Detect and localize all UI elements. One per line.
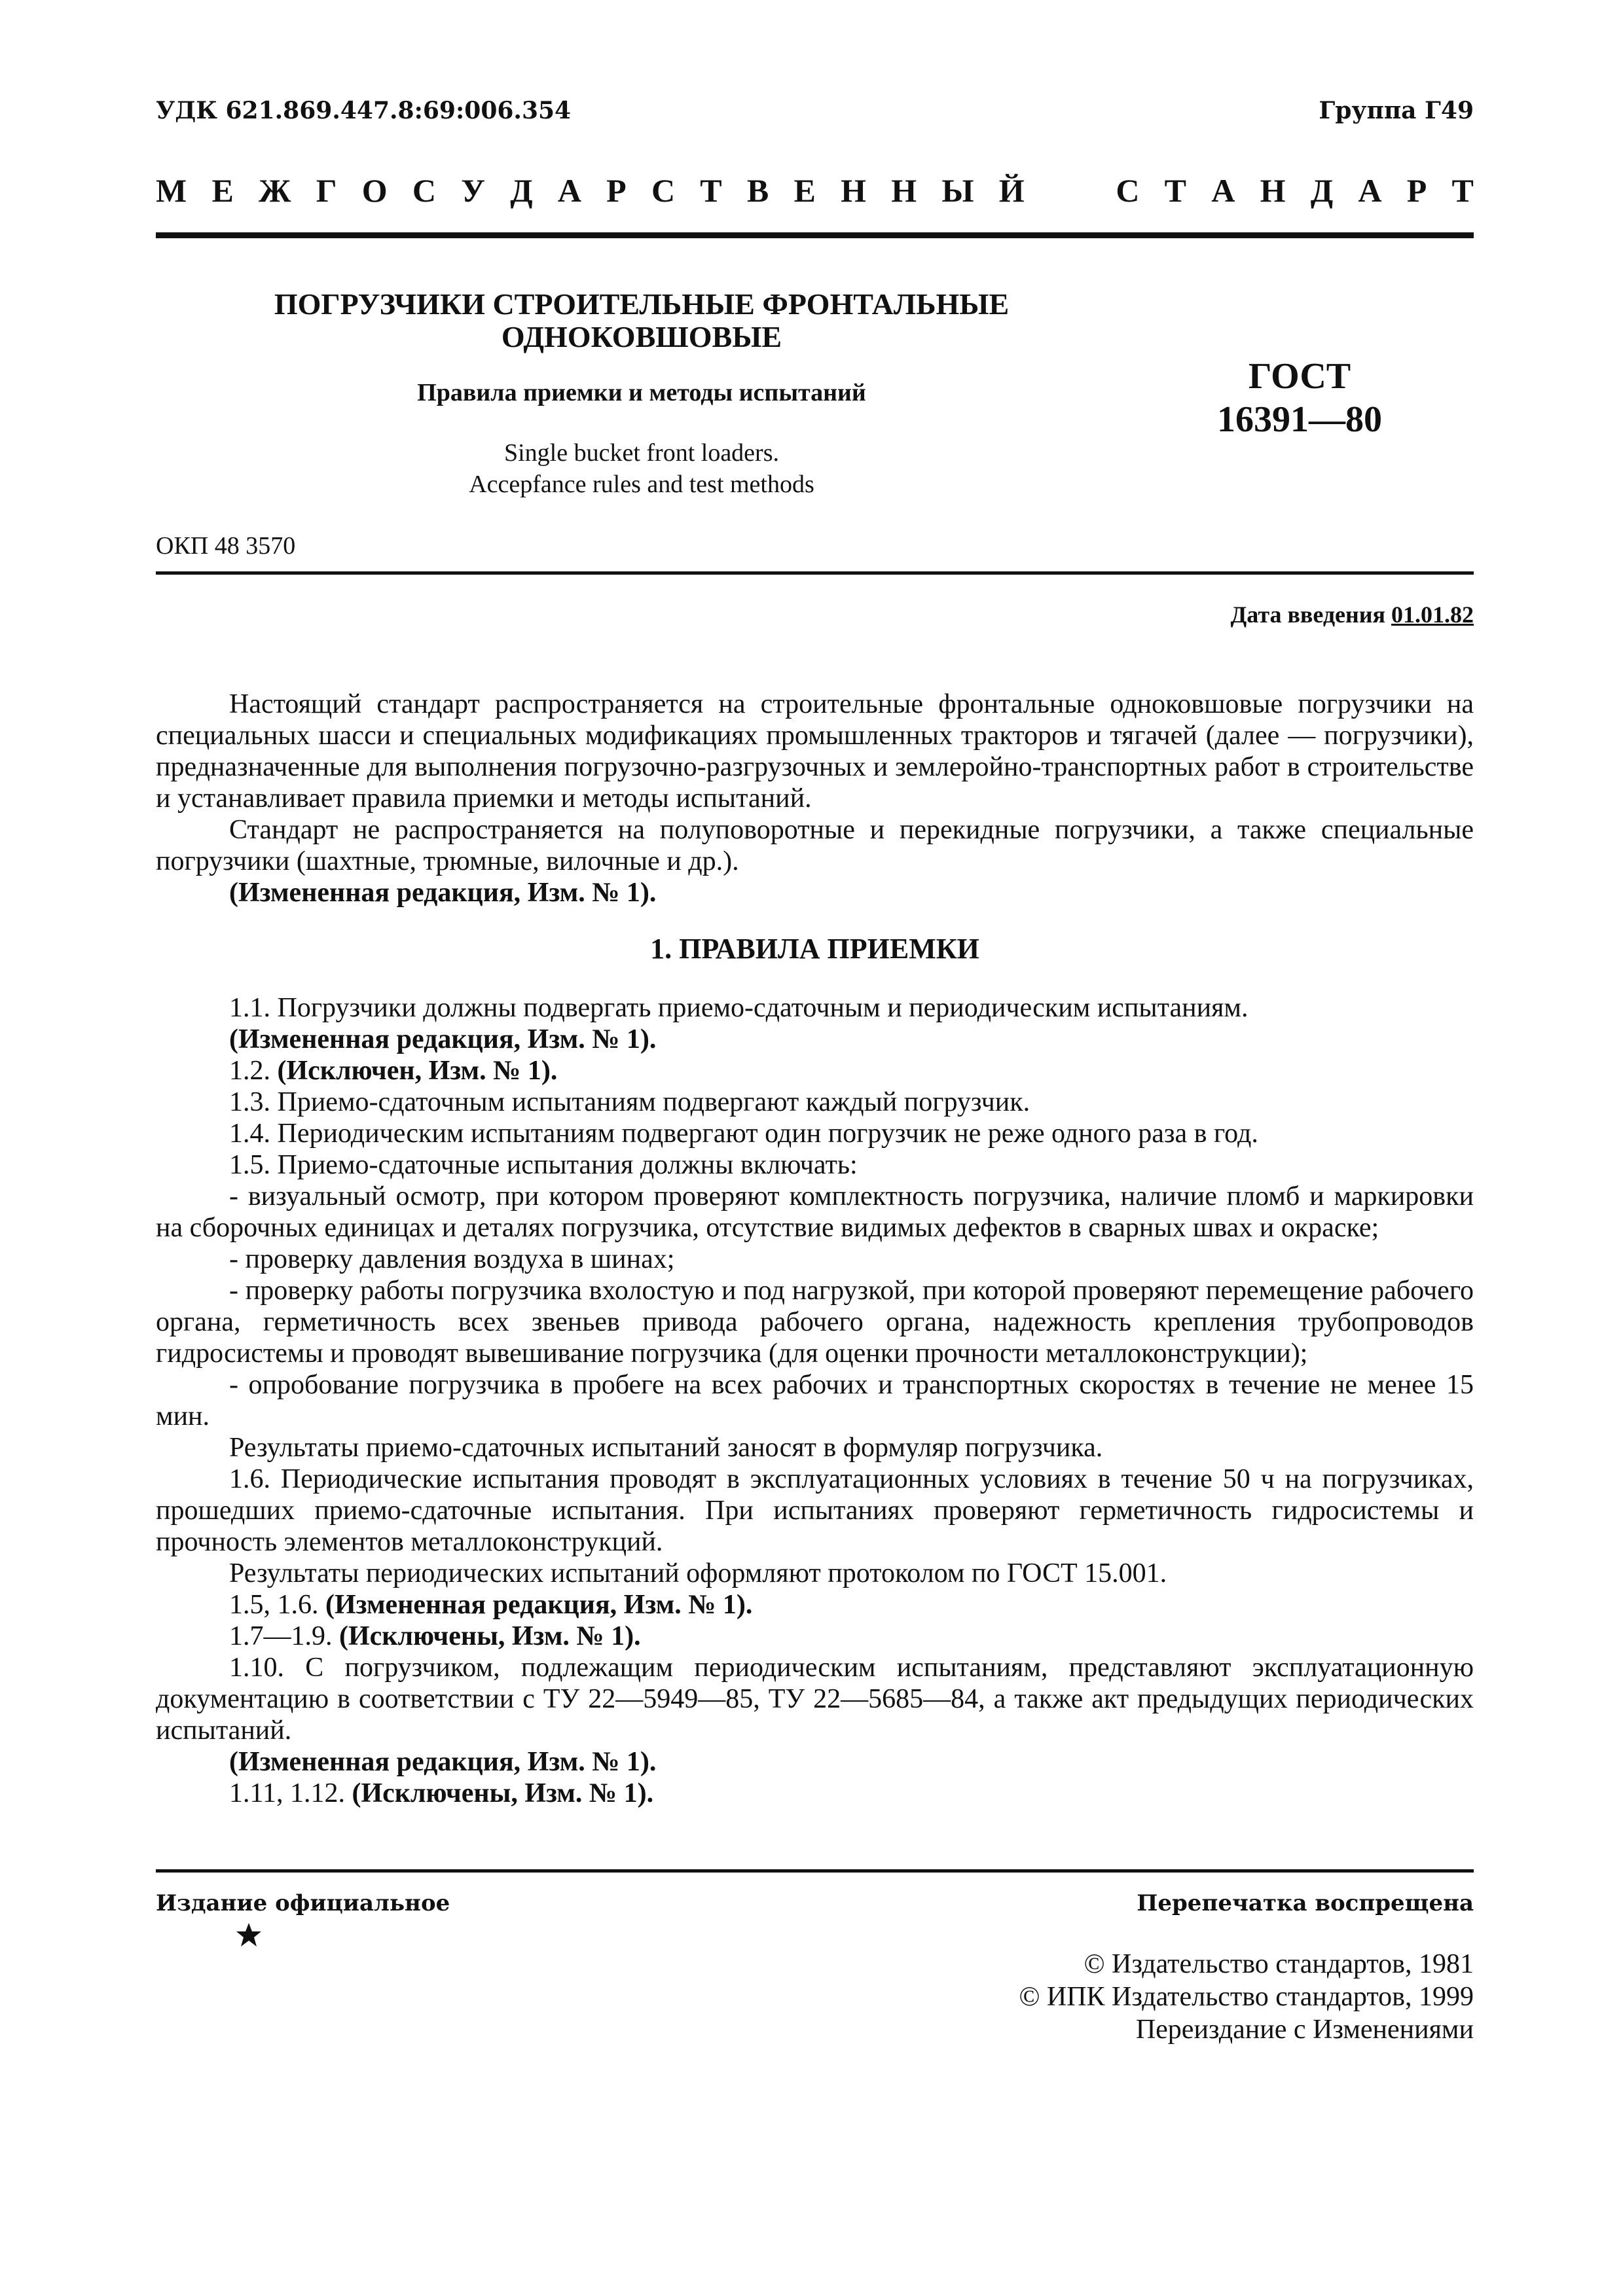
- clause-1-3: 1.3. Приемо-сдаточным испытаниям подвергают каждый погрузчик.: [229, 1087, 1030, 1117]
- interstate-letter: Т: [700, 172, 722, 209]
- interstate-letter: С: [1116, 172, 1140, 209]
- okp-rule: [156, 571, 1474, 575]
- intro-paragraph-2: Стандарт не распространяется на полуповоротные и перекидные погрузчики, а также специальные погрузчики (шахтные, трюмные, вилочные и др.).: [156, 815, 1474, 876]
- clause-1-7-1-9: [156, 1621, 1474, 1652]
- interstate-letter: Ы: [941, 172, 974, 209]
- interstate-letter: Д: [510, 172, 533, 209]
- interstate-letter: А: [557, 172, 581, 209]
- document-title: [203, 288, 1080, 353]
- interstate-standard-heading: [156, 171, 1474, 209]
- reissue-note: Переиздание с Изменениями: [1135, 2015, 1474, 2045]
- clause-1-1-amendment: (Измененная редакция, Изм. № 1).: [229, 1024, 657, 1054]
- clause-1-7-1-9-number: 1.7—1.9.: [229, 1621, 333, 1651]
- interstate-letter: В: [746, 172, 769, 209]
- clause-1-5-result: Результаты приемо-сдаточных испытаний заносят в формуляр погрузчика.: [229, 1433, 1103, 1463]
- interstate-letter: Р: [1406, 172, 1427, 209]
- intro-paragraph-1: Настоящий стандарт распространяется на строительные фронтальные одноковшовые погрузчики на специальных шасси и специальных модификациях промышленных тракторов и тягачей (далее — погрузчики), предназначенные для выполнения погрузочно-разгрузочных и землеройно-транспортных работ в строительстве и устанавливает правила приемки и методы испытаний.: [156, 689, 1474, 814]
- clause-1-11-1-12-text: (Исключены, Изм. № 1).: [352, 1778, 654, 1808]
- header-rule: [156, 232, 1474, 238]
- clause-1-5-1-6-amendment: [156, 1589, 1474, 1621]
- section-1-heading: 1. ПРАВИЛА ПРИЕМКИ: [650, 933, 979, 965]
- interstate-letter: А: [1358, 172, 1382, 209]
- interstate-letter: Д: [1310, 172, 1334, 209]
- reprint-prohibited-label: Перепечатка воспрещена: [1137, 1890, 1474, 1916]
- clause-1-6: 1.6. Периодические испытания проводят в эксплуатационных условиях в течение 50 ч на погрузчиках, прошедших приемо-сдаточные испытания. При испытаниях проверяют герметичность гидросистемы и прочность элементов металлоконструкций.: [156, 1464, 1474, 1557]
- clause-1-11-1-12-number: 1.11, 1.12.: [229, 1778, 345, 1808]
- title-line-2: ОДНОКОВШОВЫЕ: [501, 320, 782, 353]
- interstate-letter: А: [1211, 172, 1235, 209]
- clause-1-2: [156, 1055, 1474, 1086]
- interstate-letter: Н: [1260, 172, 1286, 209]
- udk-code: УДК 621.869.447.8:69:006.354: [156, 97, 572, 124]
- clause-1-5-item-1: - визуальный осмотр, при котором проверяют комплектность погрузчика, наличие пломб и маркировки на сборочных единицах и деталях погрузчика, отсутствие видимых дефектов в сварных швах и окраске;: [156, 1181, 1474, 1243]
- copyright-block: [1019, 1948, 1474, 2046]
- interstate-letter: Е: [211, 172, 234, 209]
- interstate-letter: О: [361, 172, 388, 209]
- interstate-letter: С: [412, 172, 437, 209]
- interstate-letter: Н: [891, 172, 917, 209]
- interstate-letter: Т: [1451, 172, 1474, 209]
- document-subtitle: Правила приемки и методы испытаний: [417, 379, 866, 406]
- copyright-line-1: © Издательство стандартов, 1981: [1084, 1949, 1474, 1979]
- effective-date: [1231, 601, 1474, 628]
- interstate-letter: У: [461, 172, 485, 209]
- intro-amendment: (Измененная редакция, Изм. № 1).: [229, 878, 657, 908]
- clause-1-5: 1.5. Приемо-сдаточные испытания должны включать:: [229, 1150, 858, 1180]
- gost-number: 16391—80: [1217, 399, 1382, 440]
- clause-1-5-item-2: - проверку давления воздуха в шинах;: [229, 1244, 675, 1274]
- english-title-line-1: Single bucket front loaders.: [503, 439, 779, 467]
- group-code: Группа Г49: [1319, 97, 1474, 124]
- gost-label: ГОСТ: [1248, 356, 1351, 397]
- english-title-line-2: Accepfance rules and test methods: [469, 471, 814, 498]
- clause-1-2-text: (Исключен, Изм. № 1).: [277, 1056, 558, 1086]
- interstate-letter: Е: [793, 172, 816, 209]
- document-body: [156, 689, 1474, 1809]
- interstate-letter: Й: [998, 172, 1025, 209]
- interstate-letter: М: [156, 172, 187, 209]
- clause-1-1: 1.1. Погрузчики должны подвергать приемо-сдаточным и периодическим испытаниям.: [229, 993, 1249, 1023]
- clause-1-5-1-6-text: (Измененная редакция, Изм. № 1).: [325, 1590, 753, 1620]
- interstate-letter: [1083, 171, 1091, 209]
- clause-1-6-result: Результаты периодических испытаний оформляют протоколом по ГОСТ 15.001.: [229, 1558, 1167, 1588]
- clause-1-2-number: 1.2.: [229, 1056, 270, 1086]
- effective-date-label: Дата введения: [1230, 601, 1385, 628]
- title-line-1: ПОГРУЗЧИКИ СТРОИТЕЛЬНЫЕ ФРОНТАЛЬНЫЕ: [274, 287, 1010, 321]
- clause-1-5-item-3: - проверку работы погрузчика вхолостую и под нагрузкой, при которой проверяют перемещение рабочего органа, герметичность всех звеньев привода рабочего органа, надежность крепления трубопроводов гидросистемы и проводят вывешивание погрузчика (для оценки прочности металлоконструкции);: [156, 1276, 1474, 1369]
- interstate-letter: Ж: [259, 172, 291, 209]
- effective-date-value: 01.01.82: [1391, 601, 1474, 628]
- footer-rule: [156, 1869, 1474, 1873]
- clause-1-10-amendment: (Измененная редакция, Изм. № 1).: [229, 1747, 657, 1777]
- clause-1-5-1-6-number: 1.5, 1.6.: [229, 1590, 319, 1620]
- gost-designation: [1152, 355, 1447, 441]
- interstate-letter: С: [651, 172, 676, 209]
- okp-code: ОКП 48 3570: [156, 532, 296, 560]
- interstate-letter: Т: [1164, 172, 1187, 209]
- interstate-letter: Г: [316, 172, 337, 209]
- clause-1-11-1-12: [156, 1778, 1474, 1809]
- interstate-letter: [1049, 171, 1058, 209]
- star-icon: [236, 1922, 262, 1948]
- clause-1-10: 1.10. С погрузчиком, подлежащим периодическим испытаниям, представляют эксплуатационную документацию в соответствии с ТУ 22—5949—85, ТУ 22—5685—84, а также акт предыдущих периодических испытаний.: [156, 1653, 1474, 1746]
- english-title: [203, 437, 1080, 500]
- interstate-letter: Н: [841, 172, 866, 209]
- official-edition-label: Издание официальное: [156, 1890, 450, 1916]
- clause-1-7-1-9-text: (Исключены, Изм. № 1).: [339, 1621, 641, 1651]
- clause-1-4: 1.4. Периодическим испытаниям подвергают один погрузчик не реже одного раза в год.: [229, 1119, 1258, 1149]
- clause-1-5-item-4: - опробование погрузчика в пробеге на всех рабочих и транспортных скоростях в течение не менее 15 мин.: [156, 1370, 1474, 1431]
- copyright-line-2: © ИПК Издательство стандартов, 1999: [1019, 1982, 1474, 2012]
- interstate-letter: Р: [606, 172, 627, 209]
